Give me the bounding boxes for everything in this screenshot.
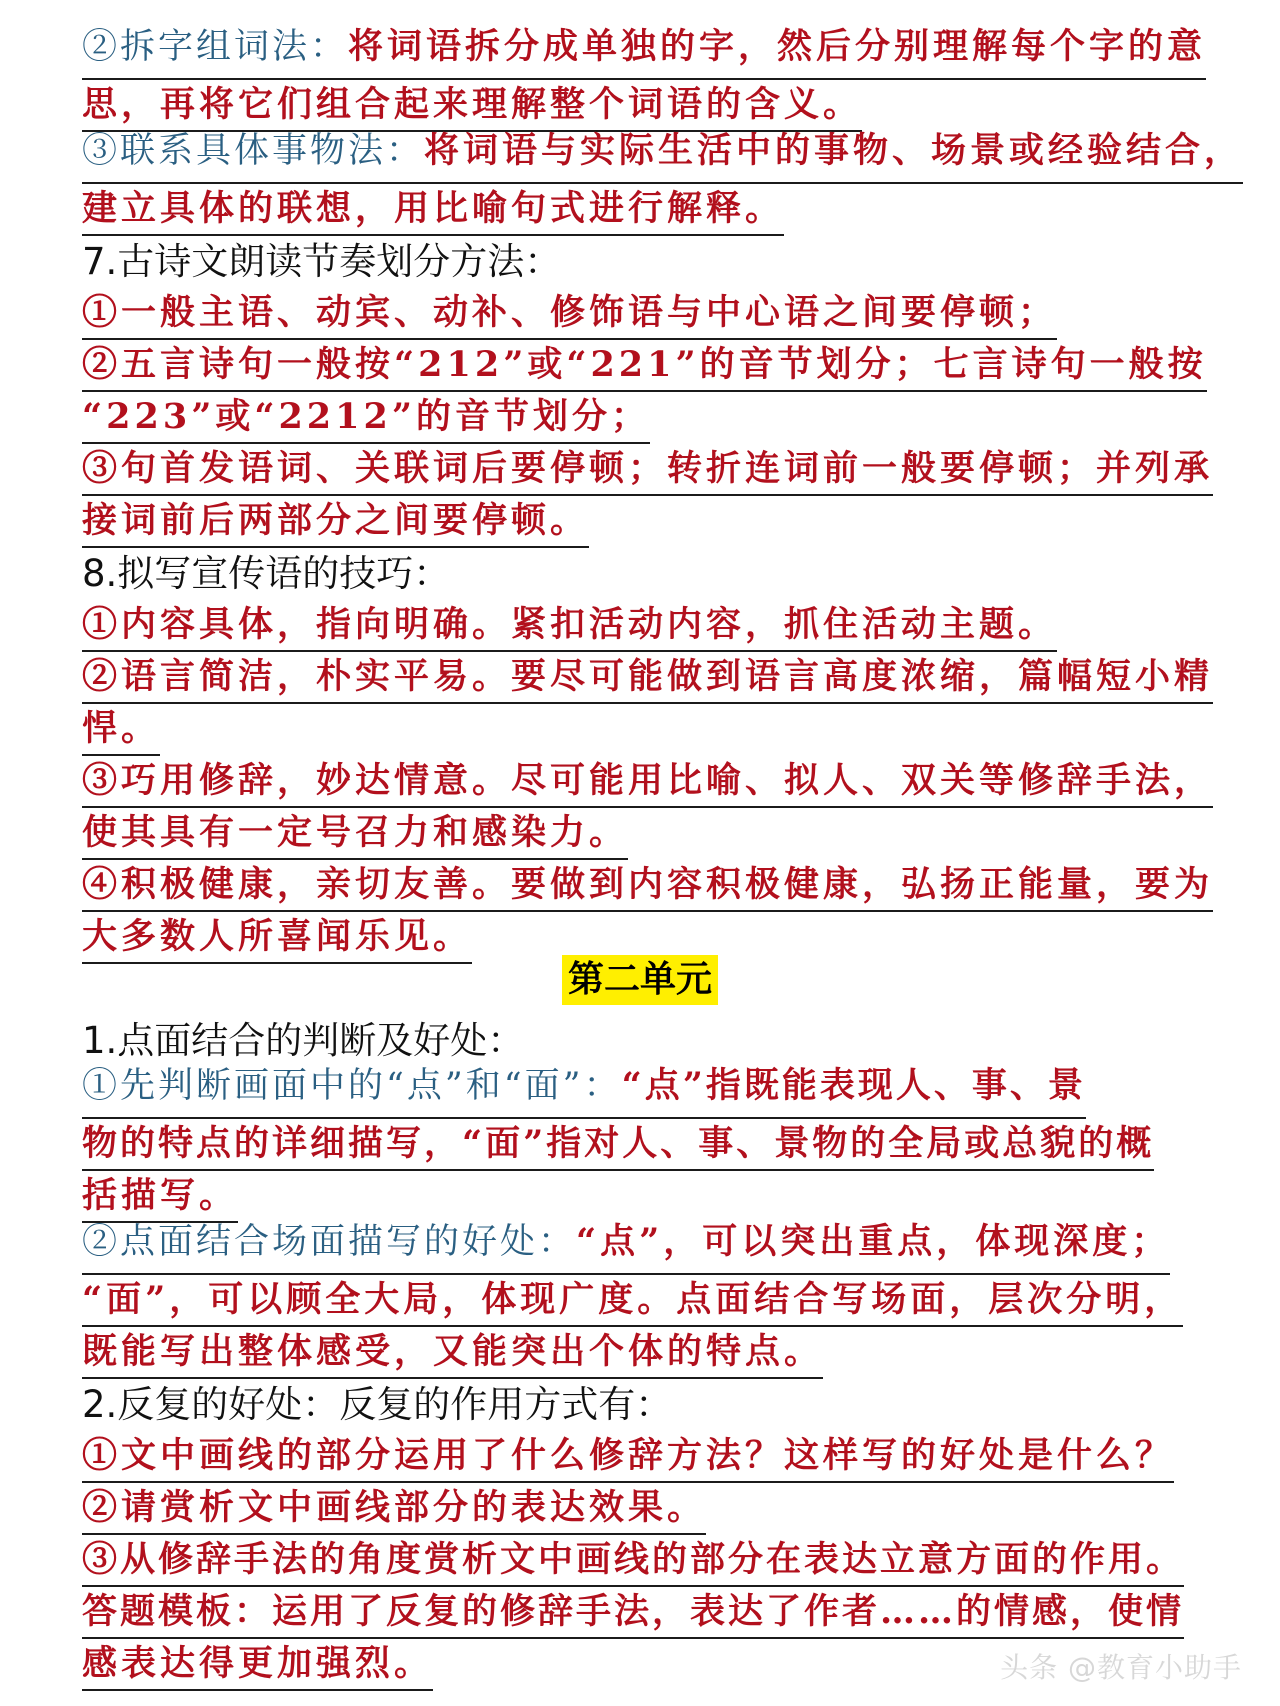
list-item-continued: 大多数人所喜闻乐见。 (82, 915, 472, 964)
answer-template: 答题模板：运用了反复的修辞手法，表达了作者……的情感，使情 (82, 1590, 1184, 1639)
method-text: “面”，可以顾全大局，体现广度。点面结合写场面，层次分明， (82, 1278, 1183, 1327)
method-text: 既能写出整体感受，又能突出个体的特点。 (82, 1330, 823, 1379)
point-surface-benefit (82, 1223, 1212, 1379)
list-item: ③从修辞手法的角度赏析文中画线的部分在表达立意方面的作用。 (82, 1538, 1184, 1587)
method-label: ①先判断画面中的“点”和“面”：“点”指既能表现人、事、景 (82, 1064, 1086, 1119)
list-item: ①内容具体，指向明确。紧扣活动内容，抓住活动主题。 (82, 603, 1057, 652)
method-label: ②点面结合场面描写的好处：“点”，可以突出重点，体现深度； (82, 1220, 1170, 1275)
method-text: 思，再将它们组合起来理解整个词语的含义。 (82, 83, 862, 132)
method-label: ②拆字组词法：将词语拆分成单独的字，然后分别理解每个字的意 (82, 25, 1206, 80)
method-text: 建立具体的联想，用比喻句式进行解释。 (82, 187, 784, 236)
section-heading: 1.点面结合的判断及好处： (82, 1019, 525, 1062)
list-item: ③句首发语词、关联词后要停顿；转折连词前一般要停顿；并列承 (82, 447, 1213, 496)
list-item: ②语言简洁，朴实平易。要尽可能做到语言高度浓缩，篇幅短小精 (82, 655, 1213, 704)
list-item: ①一般主语、动宾、动补、修饰语与中心语之间要停顿； (82, 291, 1057, 340)
method-split-words (82, 28, 1212, 132)
method-text: 括描写。 (82, 1174, 238, 1223)
section-heading: 8.拟写宣传语的技巧： (82, 552, 451, 595)
unit-title-wrap (0, 955, 1280, 1005)
list-item: ②五言诗句一般按“212”或“221”的音节划分；七言诗句一般按 (82, 343, 1207, 392)
list-item: ②请赏析文中画线部分的表达效果。 (82, 1486, 706, 1535)
list-item-continued: 使其具有一定号召力和感染力。 (82, 811, 628, 860)
method-text: 物的特点的详细描写，“面”指对人、事、景物的全局或总貌的概 (82, 1122, 1154, 1171)
section-heading: 7.古诗文朗读节奏划分方法： (82, 240, 562, 283)
list-item: ④积极健康，亲切友善。要做到内容积极健康，弘扬正能量，要为 (82, 863, 1213, 912)
section-7-list (82, 288, 1212, 548)
section-heading: 2.反复的好处：反复的作用方式有： (82, 1383, 673, 1426)
unit-title: 第二单元 (562, 955, 718, 1005)
method-label: ③联系具体事物法：将词语与实际生活中的事物、场景或经验结合， (82, 129, 1243, 184)
list-item: ③巧用修辞，妙达情意。尽可能用比喻、拟人、双关等修辞手法， (82, 759, 1213, 808)
answer-template-continued: 感表达得更加强烈。 (82, 1642, 433, 1691)
list-item-continued: 接词前后两部分之间要停顿。 (82, 499, 589, 548)
watermark: 头条 @教育小助手 (1000, 1651, 1242, 1684)
section-8-list (82, 600, 1212, 964)
list-item-continued: 悍。 (82, 707, 160, 756)
method-concrete-things (82, 130, 1244, 236)
point-surface-judge (82, 1067, 1212, 1223)
list-item: ①文中画线的部分运用了什么修辞方法？这样写的好处是什么？ (82, 1434, 1174, 1483)
list-item-continued: “223”或“2212”的音节划分； (82, 395, 650, 444)
